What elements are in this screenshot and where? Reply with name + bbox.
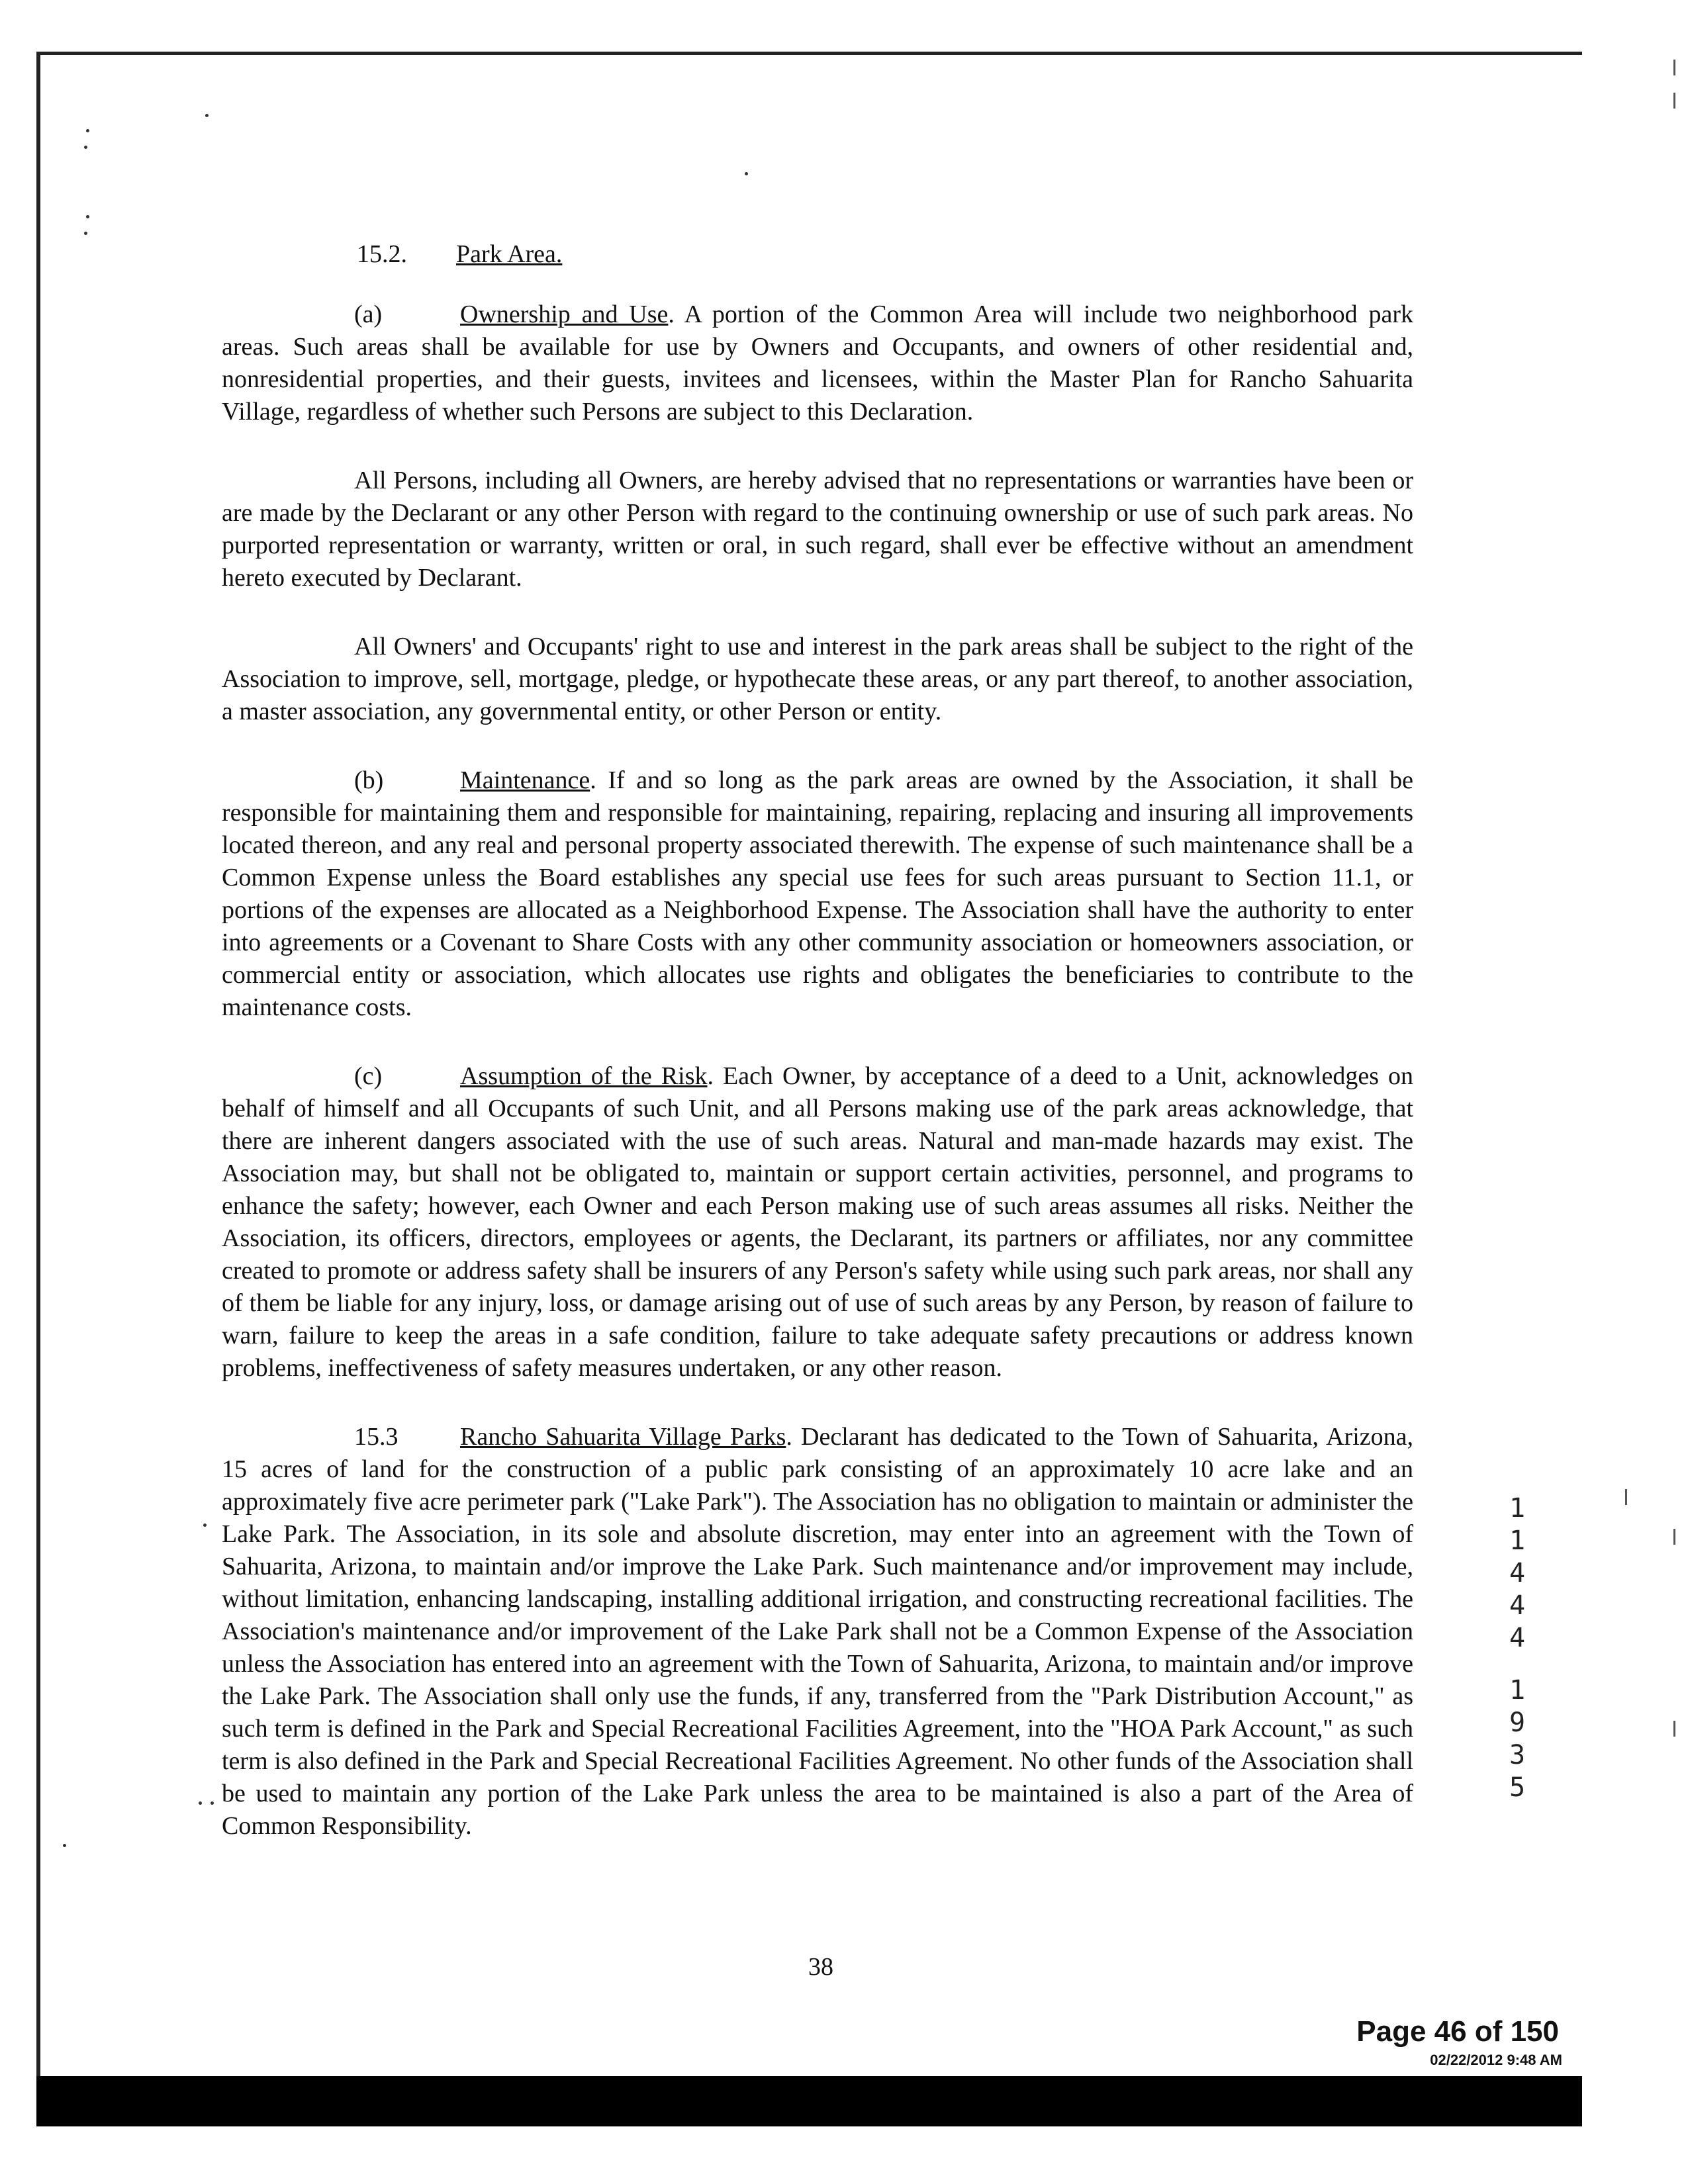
paragraph-label: 15.3: [354, 1423, 399, 1451]
paragraph-owners: All Owners' and Occupants' right to use and interest in the park areas shall be subject to the right of the Association to improve, sell, mortgage, pledge, or hypothecate these areas, or any part thereof, to another association, a master association, any governmental entity, or other Person or entity.: [222, 633, 1413, 725]
margin-digit: 3: [1509, 1740, 1526, 1770]
paragraph-heading: Maintenance: [460, 766, 590, 794]
paragraph-label: (c): [354, 1062, 383, 1090]
scan-speck: [84, 232, 87, 235]
paragraph-c: [222, 1060, 1413, 1385]
scan-speck: [199, 1801, 202, 1805]
scan-speck: [745, 172, 748, 175]
bottom-border-bar: [36, 2076, 1582, 2126]
recorded-timestamp: 02/22/2012 9:48 AM: [1430, 2052, 1562, 2068]
top-border-rule: [36, 52, 1582, 55]
section-number: 15.2.: [357, 240, 407, 268]
paragraph-text: . If and so long as the park areas are owned by the Association, it shall be responsible for maintaining them and responsible for maintaining, repairing, replacing and insuring all improvements located thereon, and any real and personal property associated therewith. The expense of such maintenance shall be a Common Expense unless the Board establishes any special use fees for such areas pursuant to Section 11.1, or portions of the expenses are allocated as a Neighborhood Expense. The Association shall have the authority to enter into agreements or a Covenant to Share Costs with any other community association or homeowners association, or commercial entity or association, which allocates use rights and obligates the beneficiaries to contribute to the maintenance costs.: [222, 766, 1413, 1021]
margin-digit: 4: [1509, 1558, 1526, 1588]
scan-speck: [63, 1844, 66, 1847]
scan-speck: [211, 1801, 214, 1805]
scan-speck: [203, 1524, 207, 1527]
edge-mark: [1673, 60, 1675, 75]
scan-speck: [86, 215, 89, 218]
page-number: 38: [808, 1953, 833, 1981]
margin-digit: 5: [1509, 1772, 1526, 1803]
paragraph-label: (a): [354, 300, 383, 328]
page-of-indicator: Page 46 of 150: [1356, 2015, 1559, 2048]
edge-mark: [1673, 1529, 1675, 1545]
paragraph-label: (b): [354, 766, 384, 794]
margin-digit: 9: [1509, 1707, 1526, 1738]
paragraph-text: . Each Owner, by acceptance of a deed to a Unit, acknowledges on behalf of himself and all Occupants of such Unit, and all Persons making use of the park areas acknowledge, that there are inherent dangers associated with the use of such areas. Natural and man-made hazards may exist. The Association may, but shall not be obligated to, maintain or support certain activities, personnel, and programs to enhance the safety; however, each Owner and each Person making use of such areas assumes all risks. Neither the Association, its officers, directors, employees or agents, the Declarant, its partners or affiliates, nor any committee created to promote or address safety shall be insurers of any Person's safety while using such park areas, nor shall any of them be liable for any injury, loss, or damage arising out of use of such areas by any Person, by reason of failure to warn, failure to keep the areas in a safe condition, failure to take adequate safety precautions or address known problems, ineffectiveness of safety measures undertaken, or any other reason.: [222, 1062, 1413, 1382]
margin-digit: 4: [1509, 1590, 1526, 1621]
scan-speck: [205, 114, 209, 117]
paragraph-heading: Assumption of the Risk: [460, 1062, 708, 1090]
paragraph-heading: Rancho Sahuarita Village Parks: [460, 1423, 786, 1451]
edge-mark: [1625, 1489, 1627, 1505]
left-border-rule: [36, 52, 40, 2126]
margin-digit: 1: [1509, 1525, 1526, 1556]
margin-digit: 1: [1509, 1493, 1526, 1524]
edge-mark: [1673, 1721, 1675, 1737]
paragraph-b: [222, 764, 1413, 1024]
margin-digit: 1: [1509, 1675, 1526, 1706]
scan-speck: [86, 129, 89, 132]
edge-mark: [1673, 93, 1675, 109]
margin-recording-number: [1509, 1492, 1525, 1804]
paragraph-persons: All Persons, including all Owners, are hereby advised that no representations or warranties have been or are made by the Declarant or any other Person with regard to the continuing ownership or use of such park areas. No purported representation or warranty, written or oral, in such regard, shall ever be effective without an amendment hereto executed by Declarant.: [222, 467, 1413, 592]
margin-digit: 4: [1509, 1623, 1526, 1653]
paragraph-text: . A portion of the Common Area will include two neighborhood park areas. Such areas shall be available for use by Owners and Occupants, and owners of other residential and, nonresidential properties, and their guests, invitees and licensees, within the Master Plan for Rancho Sahuarita Village, regardless of whether such Persons are subject to this Declaration.: [222, 300, 1413, 426]
paragraph-15-3: [222, 1421, 1413, 1843]
paragraph-heading: Ownership and Use: [460, 300, 669, 328]
section-15-2-heading: [222, 238, 1413, 271]
section-title: Park Area.: [456, 240, 563, 268]
paragraph-text: . Declarant has dedicated to the Town of Sahuarita, Arizona, 15 acres of land for the construction of a public park consisting of an approximately 10 acre lake and an approximately five acre perimeter park ("Lake Park"). The Association has no obligation to maintain or administer the Lake Park. The Association, in its sole and absolute discretion, may enter into an agreement with the Town of Sahuarita, Arizona, to maintain and/or improve the Lake Park. Such maintenance and/or improvement may include, without limitation, enhancing landscaping, installing additional irrigation, and constructing recreational facilities. The Association's maintenance and/or improvement of the Lake Park shall not be a Common Expense of the Association unless the Association has entered into an agreement with the Town of Sahuarita, Arizona, to maintain and/or improve the Lake Park. The Association shall only use the funds, if any, transferred from the "Park Distribution Account," as such term is defined in the Park and Special Recreational Facilities Agreement, into the "HOA Park Account," as such term is also defined in the Park and Special Recreational Facilities Agreement. No other funds of the Association shall be used to maintain any portion of the Lake Park unless the area to be maintained is also a part of the Area of Common Responsibility.: [222, 1423, 1413, 1840]
paragraph-a: [222, 298, 1413, 428]
scan-speck: [84, 146, 87, 149]
document-body: [222, 238, 1413, 1879]
